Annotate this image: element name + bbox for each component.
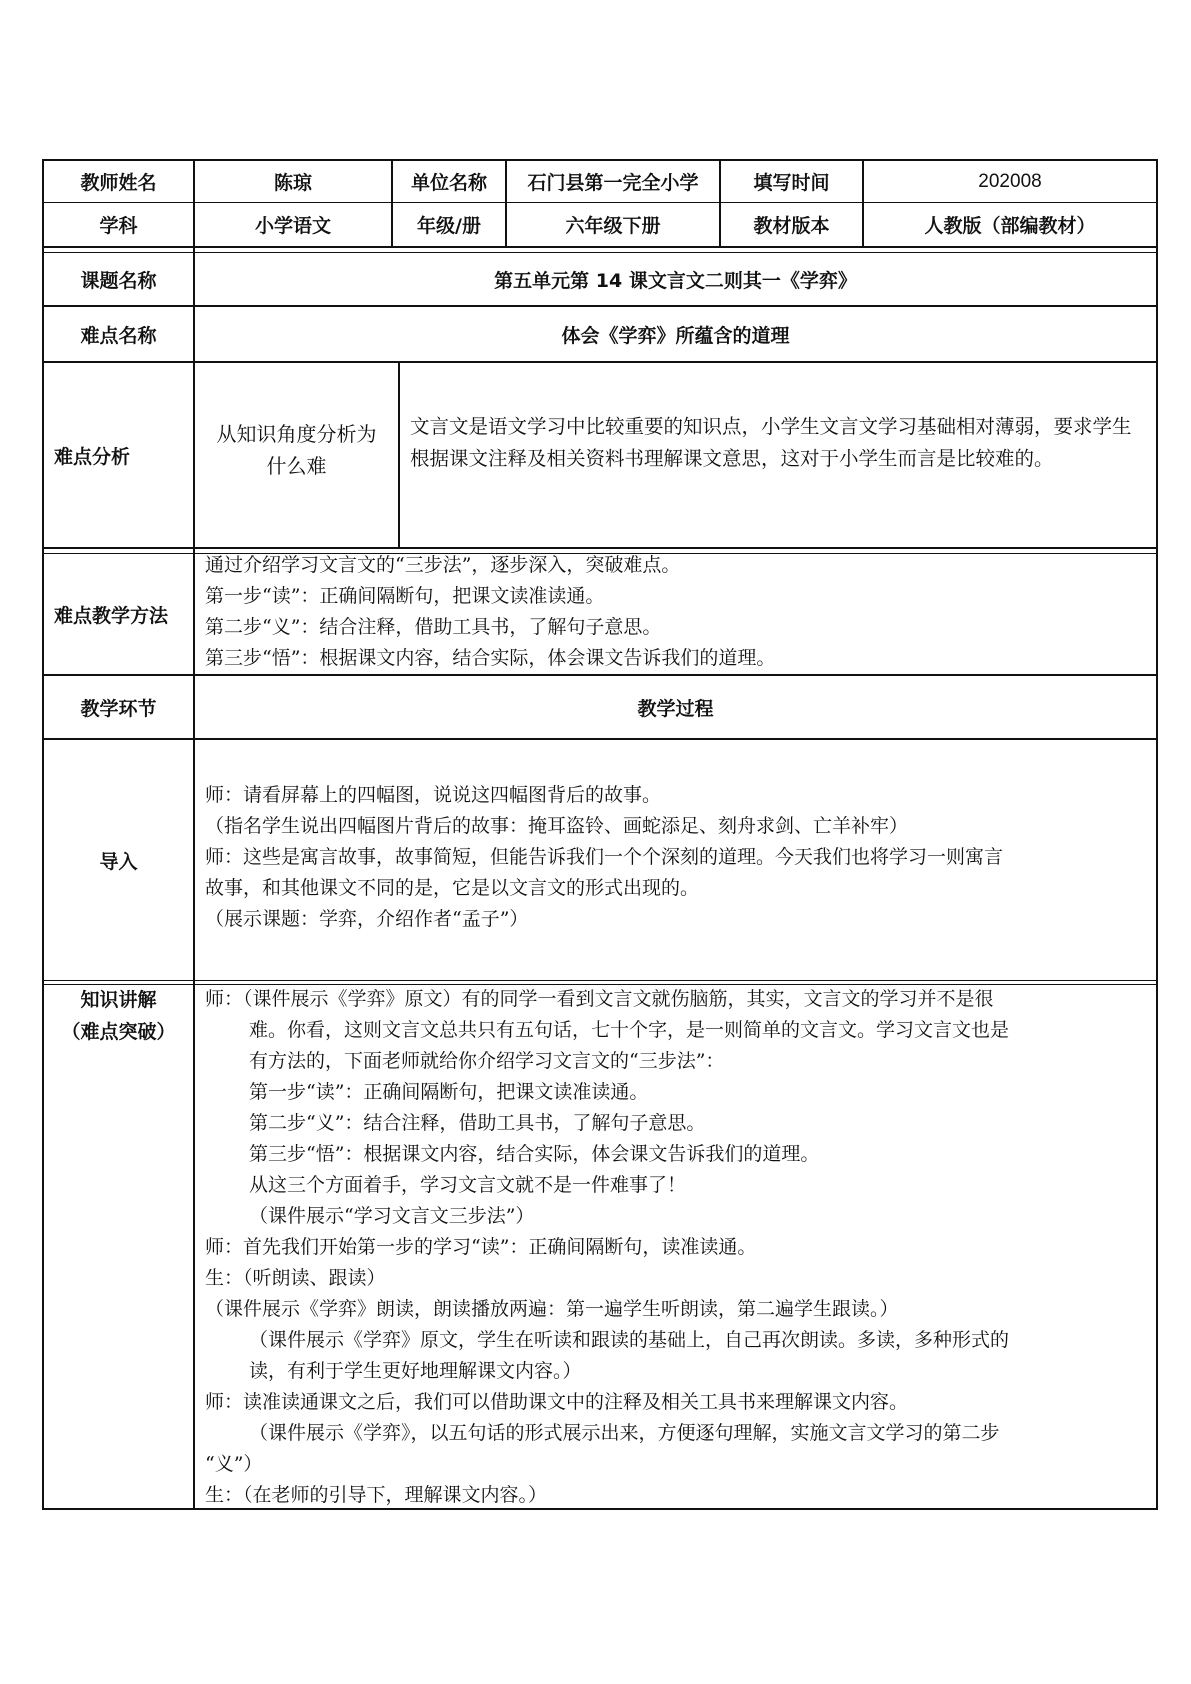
topic-label: 课题名称 [80,269,157,292]
topic-value: 第五单元第 14 课文言文二则其一《学弈》 [494,269,857,292]
column-divider [398,362,400,548]
method-line: 第二步“义”：结合注释，借助工具书，了解句子意思。 [205,616,662,638]
teacher-name: 陈琼 [273,172,312,194]
analysis-label: 难点分析 [54,445,131,468]
row-divider [42,361,1158,363]
knowledge-line: “义”） [205,1453,263,1475]
knowledge-label-line1: 知识讲解 [80,989,157,1011]
grade-label: 年级/册 [417,215,481,237]
fill-date: 202008 [978,170,1042,192]
unit-name-label: 单位名称 [410,172,487,194]
analysis-content: 文言文是语文学习中比较重要的知识点，小学生文言文学习基础相对薄弱，要求学生根据课文注释及相关资料书理解课文意思，这对于小学生而言是比较难的。 [410,415,1132,470]
row-divider [42,547,1158,549]
knowledge-line: 从这三个方面着手，学习文言文就不是一件难事了！ [249,1174,687,1196]
knowledge-line: 第三步“悟”：根据课文内容，结合实际，体会课文告诉我们的道理。 [249,1143,820,1165]
grade: 六年级下册 [565,215,661,237]
intro-line: 师：这些是寓言故事，故事简短，但能告诉我们一个个深刻的道理。今天我们也将学习一则寓言 [205,846,1004,868]
subject-label: 学科 [99,215,138,237]
row-divider [42,246,1158,248]
knowledge-line: 生：（听朗读、跟读） [205,1267,386,1289]
method-line: 第一步“读”：正确间隔断句，把课文读准读通。 [205,585,605,607]
knowledge-line: 第一步“读”：正确间隔断句，把课文读准读通。 [249,1081,649,1103]
process-label: 教学过程 [637,697,714,720]
unit-name: 石门县第一完全小学 [527,172,699,194]
method-content [205,550,1150,674]
intro-line: （展示课题：学弈，介绍作者“孟子”） [205,908,529,930]
intro-line: 故事，和其他课文不同的是，它是以文言文的形式出现的。 [205,877,700,899]
knowledge-line: 师：（课件展示《学弈》原文）有的同学一看到文言文就伤脑筋，其实，文言文的学习并不是很 [205,988,994,1010]
knowledge-line: 师：首先我们开始第一步的学习“读”：正确间隔断句，读准读通。 [205,1236,757,1258]
intro-line: 师：请看屏幕上的四幅图，说说这四幅图背后的故事。 [205,784,662,806]
method-line: 第三步“悟”：根据课文内容，结合实际，体会课文告诉我们的道理。 [205,647,776,669]
stage-label: 教学环节 [80,697,157,720]
intro-content [205,780,1150,935]
method-line: 通过介绍学习文言文的“三步法”，逐步深入，突破难点。 [205,554,681,576]
method-label: 难点教学方法 [54,604,169,627]
teacher-name-label: 教师姓名 [80,172,157,194]
subject: 小学语文 [254,215,331,237]
analysis-sub-label-line2: 什么难 [266,454,327,478]
knowledge-line: 读，有利于学生更好地理解课文内容。） [249,1360,582,1382]
edition: 人教版（部编教材） [924,215,1096,237]
row-divider [42,738,1158,740]
fill-date-label: 填写时间 [753,172,830,194]
knowledge-line: 第二步“义”：结合注释，借助工具书，了解句子意思。 [249,1112,706,1134]
analysis-sub-label [195,418,398,482]
knowledge-line: 难。你看，这则文言文总共只有五句话，七十个字，是一则简单的文言文。学习文言文也是 [249,1019,1010,1041]
knowledge-line: （课件展示“学习文言文三步法”） [249,1205,535,1227]
knowledge-label-line2: （难点突破） [61,1021,176,1043]
knowledge-label [44,984,193,1048]
knowledge-line: （课件展示《学弈》原文，学生在听读和跟读的基础上，自己再次朗读。多读，多种形式的 [249,1329,1010,1351]
knowledge-line: 师：读准读通课文之后，我们可以借助课文中的注释及相关工具书来理解课文内容。 [205,1391,909,1413]
knowledge-line: 生：（在老师的引导下，理解课文内容。） [205,1484,548,1506]
knowledge-line: （课件展示《学弈》，以五句话的形式展示出来，方便逐句理解，实施文言文学习的第二步 [249,1422,1000,1444]
knowledge-line: （课件展示《学弈》朗读，朗读播放两遍：第一遍学生听朗读，第二遍学生跟读。） [205,1298,899,1320]
analysis-sub-label-line1: 从知识角度分析为 [216,422,377,446]
difficulty-value: 体会《学弈》所蕴含的道理 [561,324,790,347]
difficulty-label: 难点名称 [80,324,157,347]
edition-label: 教材版本 [753,215,830,237]
knowledge-line: 有方法的，下面老师就给你介绍学习文言文的“三步法”： [249,1050,725,1072]
intro-label: 导入 [99,850,138,873]
intro-line: （指名学生说出四幅图片背后的故事：掩耳盗铃、画蛇添足、刻舟求剑、亡羊补牢） [205,815,909,837]
knowledge-content [205,984,1150,1511]
row-divider [42,980,1158,981]
